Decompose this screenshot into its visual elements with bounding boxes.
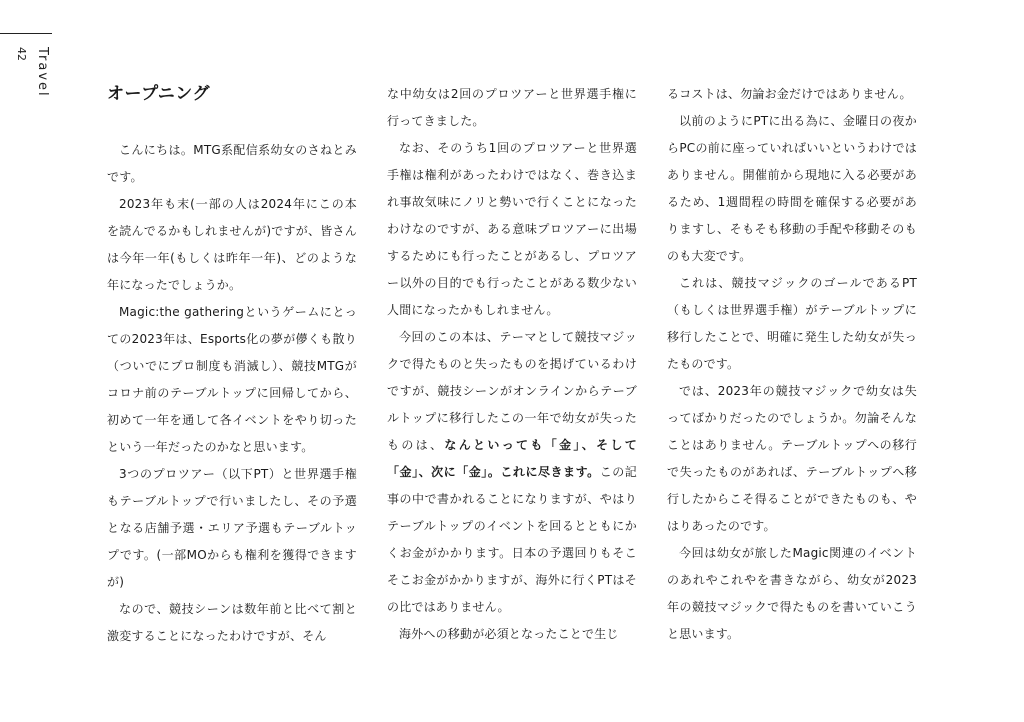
- paragraph: なお、そのうち1回のプロツアーと世界選手権は権利があったわけではなく、巻き込まれ事故気味にノリと勢いで行くことになったわけなのですが、ある意味プロツアーに出場するためにも行ったことがあるし、プロツアー以外の目的でも行ったことがある数少ない人間になったかもしれません。: [387, 141, 637, 317]
- paragraph: こんにちは。MTG系配信系幼女のさねとみです。: [107, 143, 357, 184]
- article-title: オープニング: [107, 84, 210, 104]
- article-column-2: [387, 81, 637, 648]
- paragraph: Magic:the gatheringというゲームにとっての2023年は、Esports化の夢が儚くも散り（ついでにプロ制度も消滅し）、競技MTGがコロナ前のテーブルトップに回帰してから、初めて一年を通して各イベントをやり切ったという一年だったのかなと思います。: [107, 305, 357, 454]
- header-rule: [0, 33, 52, 34]
- paragraph: [387, 324, 637, 621]
- page-number: 42: [15, 47, 28, 61]
- paragraph: なので、競技シーンは数年前と比べて割と激変することになったわけですが、そん: [107, 602, 357, 643]
- section-label: Travel: [35, 47, 50, 98]
- paragraph: これは、競技マジックのゴールであるPT（もしくは世界選手権）がテーブルトップに移行したことで、明確に発生した幼女が失ったものです。: [667, 276, 917, 371]
- paragraph: では、2023年の競技マジックで幼女は失ってばかりだったのでしょうか。勿論そんなことはありません。テーブルトップへの移行で失ったものがあれば、テーブルトップへ移行したからこそ得ることができたものも、やはりあったのです。: [667, 384, 917, 533]
- article-column-1: [107, 77, 357, 650]
- paragraph: 3つのプロツアー（以下PT）と世界選手権もテーブルトップで行いましたし、その予選となる店舗予選・エリア予選もテーブルトップです。(一部MOからも権利を獲得できますが): [107, 467, 357, 589]
- emphasis-text: なんといっても「金」、そして「金」、次に「金」。これに尽きます。: [387, 438, 637, 479]
- paragraph: 2023年も末(一部の人は2024年にこの本を読んでるかもしれませんが)ですが、皆さんは今年一年(もしくは昨年一年)、どのような年になったでしょうか。: [107, 197, 357, 292]
- paragraph: 今回は幼女が旅したMagic関連のイベントのあれやこれやを書きながら、幼女が2023年の競技マジックで得たものを書いていこうと思います。: [667, 546, 917, 641]
- paragraph-continued: な中幼女は2回のプロツアーと世界選手権に行ってきました。: [387, 87, 637, 128]
- paragraph-continued: るコストは、勿論お金だけではありません。: [667, 87, 912, 101]
- paragraph: 以前のようにPTに出る為に、金曜日の夜からPCの前に座っていればいいというわけではありません。開催前から現地に入る必要があるため、1週間程の時間を確保する必要がありますし、そもそも移動の手配や移動そのものも大変です。: [667, 114, 917, 263]
- paragraph-text: この記事の中で書かれることになりますが、やはりテーブルトップのイベントを回るとともにかくお金がかかります。日本の予選回りもそこそこお金がかかりますが、海外に行くPTはその比ではありません。: [387, 465, 637, 614]
- article-column-3: [667, 81, 917, 648]
- paragraph-text: 今回のこの本は、テーマとして競技マジックで得たものと失ったものを掲げているわけですが、競技シーンがオンラインからテーブルトップに移行したこの一年で幼女が失ったものは、: [387, 330, 637, 452]
- paragraph: 海外への移動が必須となったことで生じ: [399, 627, 619, 641]
